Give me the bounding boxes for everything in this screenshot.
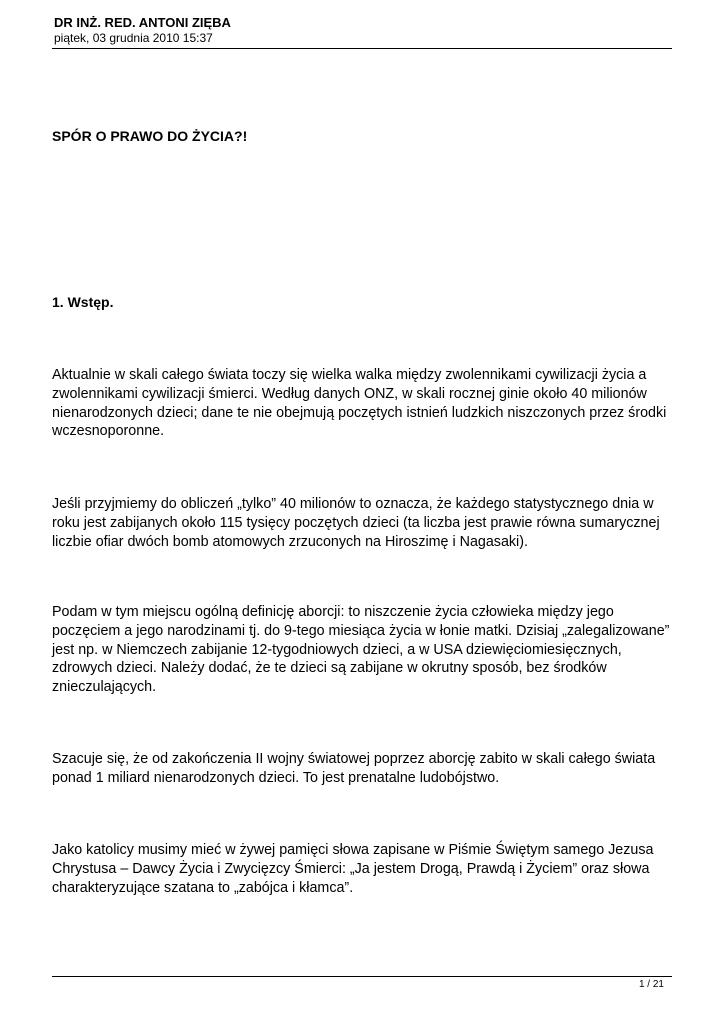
section-heading: 1. Wstęp. [52, 294, 114, 310]
header-date: piątek, 03 grudnia 2010 15:37 [54, 31, 213, 45]
header-author: DR INŻ. RED. ANTONI ZIĘBA [54, 15, 231, 30]
page-number: 1 / 21 [638, 979, 664, 990]
paragraph-1: Aktualnie w skali całego świata toczy się wielka walka między zwolennikami cywilizacji życia a zwolennikami cywilizacji śmierci. Według danych ONZ, w skali rocznej ginie około 40 milionów nienarodzonych dzieci; dane te nie obejmują poczętych istnień ludzkich niszczonych przez środki wczesnoporonne. [52, 367, 667, 440]
paragraph-2: Jeśli przyjmiemy do obliczeń „tylko” 40 milionów to oznacza, że każdego statystycznego dnia w roku jest zabijanych około 115 tysięcy poczętych dzieci (ta liczba jest prawie równa sumarycznej liczbie ofiar dwóch bomb atomowych zrzuconych na Hiroszimę i Nagasaki). [52, 496, 660, 550]
article-title: SPÓR O PRAWO DO ŻYCIA?! [52, 128, 248, 144]
paragraph-5: Jako katolicy musimy mieć w żywej pamięci słowa zapisane w Piśmie Świętym samego Jezusa Chrystusa – Dawcy Życia i Zwycięzcy Śmierci: „Ja jestem Drogą, Prawdą i Życiem” oraz słowa charakteryzujące szatana to „zabójca i kłamca”. [52, 842, 654, 896]
header-divider [52, 48, 672, 49]
paragraph-4: Szacuje się, że od zakończenia II wojny światowej poprzez aborcję zabito w skali całego świata ponad 1 miliard nienarodzonych dzieci. To jest prenatalne ludobójstwo. [52, 751, 656, 786]
footer-divider [52, 976, 672, 977]
paragraph-3: Podam w tym miejscu ogólną definicję aborcji: to niszczenie życia człowieka między jego poczęciem a jego narodzinami tj. do 9-tego miesiąca życia w łonie matki. Dzisiaj „zalegalizowane” jest np. w Niemczech zabijanie 12-tygodniowych dzieci, a w USA dziewięciomiesięcznych, zdrowych dzieci. Należy dodać, że te dzieci są zabijane w okrutny sposób, bez środków znieczulających. [52, 604, 670, 696]
